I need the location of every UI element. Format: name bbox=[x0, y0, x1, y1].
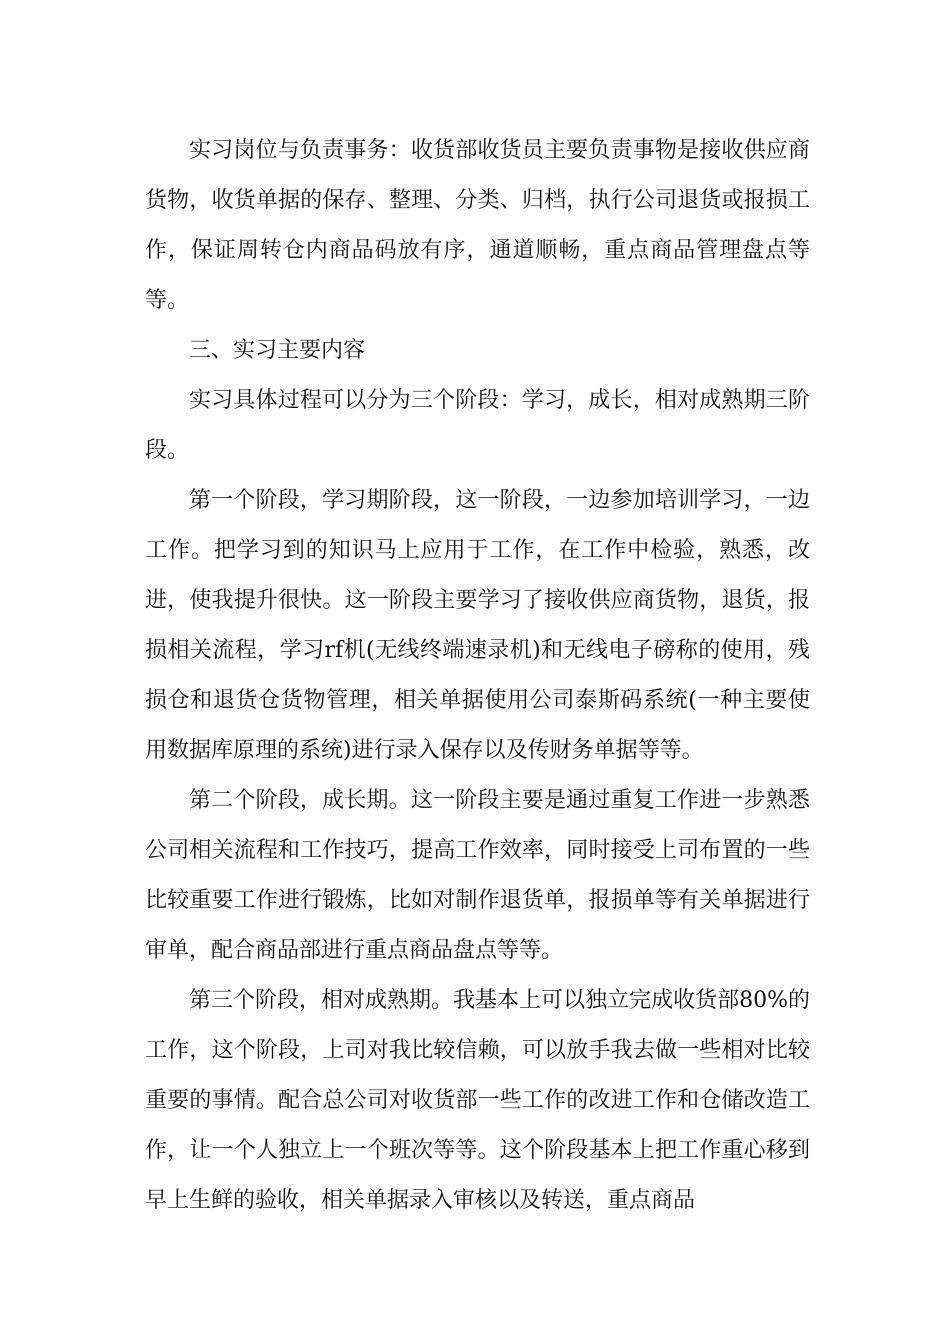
document-body bbox=[145, 126, 810, 1226]
paragraph-stage-three: 第三个阶段，相对成熟期。我基本上可以独立完成收货部80%的工作，这个阶段，上司对我比较信赖，可以放手我去做一些相对比较重要的事情。配合总公司对收货部一些工作的改进工作和仓储改造工作，让一个人独立上一个班次等等。这个阶段基本上把工作重心移到早上生鲜的验收，相关单据录入审核以及转送，重点商品 bbox=[145, 988, 810, 1213]
paragraph-stage-one: 第一个阶段，学习期阶段，这一阶段，一边参加培训学习，一边工作。把学习到的知识马上应用于工作，在工作中检验，熟悉，改进，使我提升很快。这一阶段主要学习了接收供应商货物，退货，报损相关流程，学习rf机(无线终端速录机)和无线电子磅称的使用，残损仓和退货仓货物管理，相关单据使用公司泰斯码系统(一种主要使用数据库原理的系统)进行录入保存以及传财务单据等等。 bbox=[145, 488, 810, 763]
section-heading-internship-content: 三、实习主要内容 bbox=[189, 338, 366, 363]
paragraph-stages-overview: 实习具体过程可以分为三个阶段：学习，成长，相对成熟期三阶段。 bbox=[145, 388, 810, 463]
paragraph-stage-two: 第二个阶段，成长期。这一阶段主要是通过重复工作进一步熟悉公司相关流程和工作技巧，提高工作效率，同时接受上司布置的一些比较重要工作进行锻炼，比如对制作退货单，报损单等有关单据进行审单，配合商品部进行重点商品盘点等等。 bbox=[145, 788, 810, 963]
paragraph-job-duties: 实习岗位与负责事务：收货部收货员主要负责事物是接收供应商货物，收货单据的保存、整理、分类、归档，执行公司退货或报损工作，保证周转仓内商品码放有序，通道顺畅，重点商品管理盘点等等。 bbox=[145, 138, 810, 313]
